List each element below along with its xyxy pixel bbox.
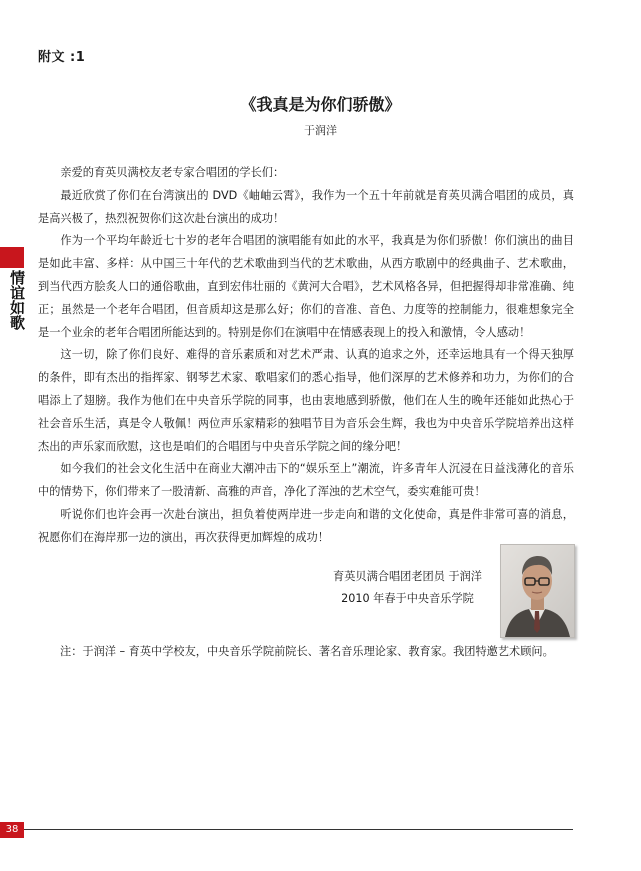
article-title: 《我真是为你们骄傲》: [240, 95, 401, 114]
portrait-image: [501, 545, 574, 637]
footnote: 注：于润洋 – 育英中学校友，中央音乐学院前院长、著名音乐理论家、教育家。我团特邀艺术顾问。: [60, 645, 554, 658]
body-paragraph: 最近欣赏了你们在台湾演出的 DVD《岫岫云霄》，我作为一个五十年前就是育英贝满合唱团的成员，真是高兴极了，热烈祝贺你们这次赴台演出的成功！: [38, 188, 574, 225]
footer-rule: [24, 829, 573, 830]
signature-block: [333, 566, 482, 610]
appendix-label: 附文 :1: [38, 50, 86, 65]
signature-date-place: 2010 年春于中央音乐学院: [341, 592, 474, 605]
signature-name: 育英贝满合唱团老团员 于润洋: [333, 570, 482, 583]
salutation: 亲爱的育英贝满校友老专家合唱团的学长们：: [60, 166, 285, 179]
body-paragraph: 作为一个平均年龄近七十岁的老年合唱团的演唱能有如此的水平，我真是为你们骄傲！你们演出的曲目是如此丰富、多样：从中国三十年代的艺术歌曲到当代的艺术歌曲，从西方歌剧中的经典曲子、艺术歌曲，到当代西方脍炙人口的通俗歌曲，直到宏伟壮丽的《黄河大合唱》，艺术风格各异，但把握得却非常准确、纯正；虽然是一个老年合唱团，但音质却这是那么好；你们的音准、音色、力度等的控制能力，很难想象完全是一个业余的老年合唱团所能达到的。特别是你们在演唱中在情感表现上的投入和激情，令人感动！: [38, 234, 574, 339]
page-number: 38: [0, 822, 24, 838]
letter-body: [38, 162, 574, 550]
author-portrait-photo: [500, 544, 575, 638]
body-paragraph: 这一切，除了你们良好、难得的音乐素质和对艺术严肃、认真的追求之外，还幸运地具有一个得天独厚的条件，即有杰出的指挥家、钢琴艺术家、歌唱家们的悉心指导，他们深厚的艺术修养和功力，为你们的合唱添上了翅膀。我作为他们在中央音乐学院的同事，也由衷地感到骄傲，他们在人生的晚年还能如此热心于社会音乐生活，真是令人敬佩！两位声乐家精彩的独唱节目为音乐会生辉，我也为中央音乐学院培养出这样杰出的声乐家而欣慰，这也是咱们的合唱团与中央音乐学院之间的缘分吧！: [38, 348, 574, 453]
side-red-marker: [0, 247, 24, 268]
side-section-title: 情谊如歌: [8, 270, 26, 330]
article-author: 于润洋: [304, 124, 337, 137]
body-paragraph: 听说你们也许会再一次赴台演出，担负着使两岸进一步走向和谐的文化使命，真是件非常可喜的消息，祝愿你们在海岸那一边的演出，再次获得更加辉煌的成功！: [38, 507, 574, 544]
body-paragraph: 如今我们的社会文化生活中在商业大潮冲击下的“娱乐至上”潮流，许多青年人沉浸在日益浅薄化的音乐中的情势下，你们带来了一股清新、高雅的声音，净化了浑浊的艺术空气，委实难能可贵！: [38, 462, 574, 499]
